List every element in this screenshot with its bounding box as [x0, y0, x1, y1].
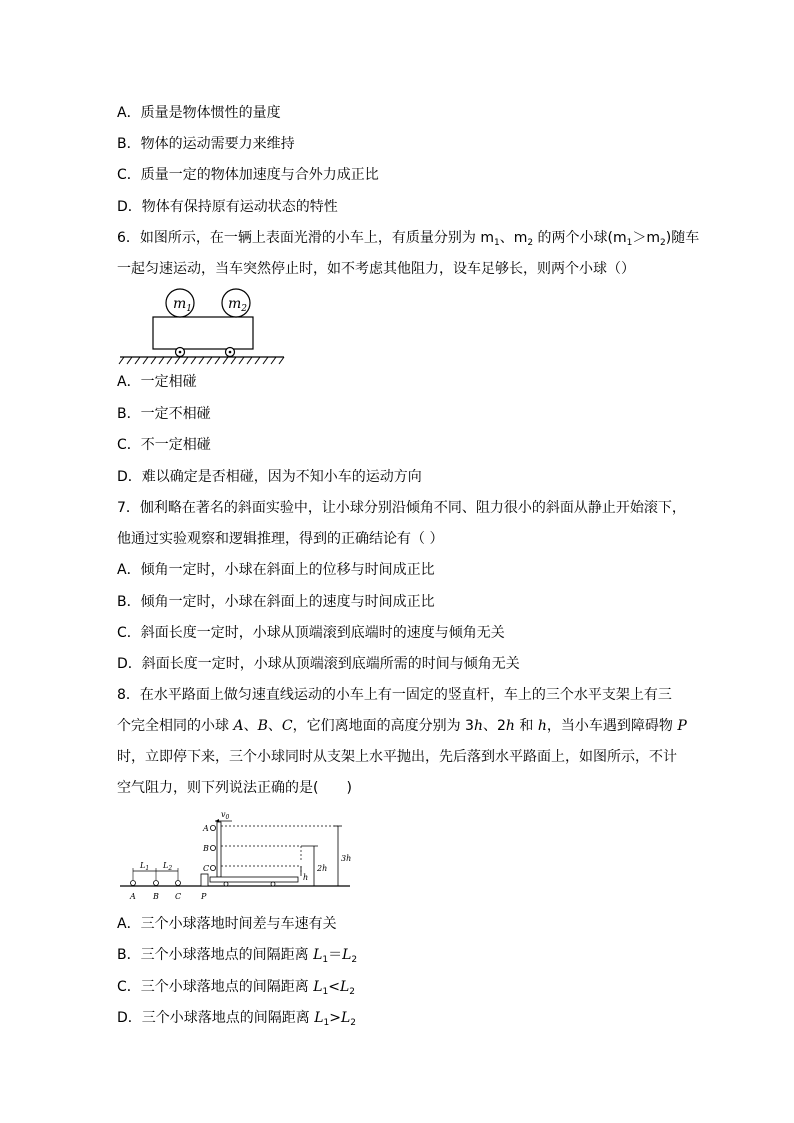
cart-wheel-2: [271, 882, 275, 886]
landed-ball-c: [176, 881, 181, 886]
q5-option-d: D．物体有保持原有运动状态的特性: [117, 199, 338, 215]
q8-option-c: C．三个小球落地点的间隔距离 $L_1<L_2$: [117, 979, 356, 997]
label-l2: $L_2$: [163, 861, 173, 872]
vertical-rod: [217, 822, 221, 877]
q8-option-b: B．三个小球落地点的间隔距离 $L_1=L_2$: [117, 947, 358, 965]
q7-option-d: D．斜面长度一定时，小球从顶端滚到底端所需的时间与倾角无关: [117, 656, 520, 672]
label-b: B: [203, 844, 209, 853]
cart-platform: [210, 877, 298, 882]
label-c: C: [203, 864, 210, 873]
landed-ball-a: [131, 881, 136, 886]
ground-label-c: C: [175, 892, 182, 901]
q6-option-b: B．一定不相碰: [117, 406, 211, 422]
v0-label: $v_0$: [221, 810, 230, 821]
label-2h: 2h: [317, 864, 328, 873]
q8-stem-line2: 个完全相同的小球 A、B、C，它们离地面的高度分别为 3h、2h 和 h，当小车遇到障碍物 P: [117, 718, 687, 734]
q6-cart-figure: [118, 285, 288, 365]
q6-stem-line2: 一起匀速运动，当车突然停止时，如不考虑其他阻力，设车足够长，则两个小球（）: [117, 261, 635, 277]
ball-m2-label: $m_2$: [228, 296, 248, 314]
q6-option-c: C．不一定相碰: [117, 437, 211, 453]
q5-option-b: B．物体的运动需要力来维持: [117, 136, 295, 152]
label-h: h: [303, 873, 309, 882]
ball-a: [210, 825, 215, 830]
q8-projectile-figure: [118, 806, 358, 906]
obstacle-p: [201, 874, 208, 886]
q8-stem-line4: 空气阻力，则下列说法正确的是( ): [117, 780, 352, 796]
q5-option-a: A．质量是物体惯性的量度: [117, 105, 281, 121]
q7-option-c: C．斜面长度一定时，小球从顶端滚到底端时的速度与倾角无关: [117, 625, 505, 641]
q8-stem-line1: 8．在水平路面上做匀速直线运动的小车上有一固定的竖直杆，车上的三个水平支架上有三: [117, 687, 672, 703]
cart-wheel-1: [224, 882, 228, 886]
landed-ball-b: [154, 881, 159, 886]
cart-body: [153, 317, 253, 349]
q5-option-c: C．质量一定的物体加速度与合外力成正比: [117, 167, 379, 183]
label-3h: 3h: [341, 854, 352, 863]
q7-stem-line2: 他通过实验观察和逻辑推理，得到的正确结论有（ ）: [117, 531, 444, 547]
ball-b: [210, 845, 215, 850]
q6-stem-line1: 6．如图所示，在一辆上表面光滑的小车上，有质量分别为 $m_1$、$m_2$ 的两个小球$(m_1>m_2)$随车: [117, 230, 700, 248]
q7-option-b: B．倾角一定时，小球在斜面上的速度与时间成正比: [117, 594, 435, 610]
ball-m1-label: $m_1$: [173, 296, 193, 314]
label-a: A: [203, 824, 209, 833]
q8-stem-line3: 时，立即停下来，三个小球同时从支架上水平抛出，先后落到水平路面上，如图所示，不计: [117, 749, 677, 765]
q8-option-a: A．三个小球落地时间差与车速有关: [117, 916, 337, 932]
ground-label-p: P: [201, 892, 207, 901]
label-l1: $L_1$: [140, 861, 150, 872]
ground-hatching: [119, 357, 284, 364]
ground-label-a: A: [130, 892, 136, 901]
q7-stem-line1: 7．伽利略在著名的斜面实验中，让小球分别沿倾角不同、阻力很小的斜面从静止开始滚下，: [117, 500, 686, 516]
q6-option-d: D．难以确定是否相碰，因为不知小车的运动方向: [117, 469, 422, 485]
q7-option-a: A．倾角一定时，小球在斜面上的位移与时间成正比: [117, 562, 435, 578]
ground-label-b: B: [153, 892, 159, 901]
q6-option-a: A．一定相碰: [117, 374, 197, 390]
ball-c: [210, 865, 215, 870]
q8-option-d: D．三个小球落地点的间隔距离 $L_1>L_2$: [117, 1010, 357, 1028]
